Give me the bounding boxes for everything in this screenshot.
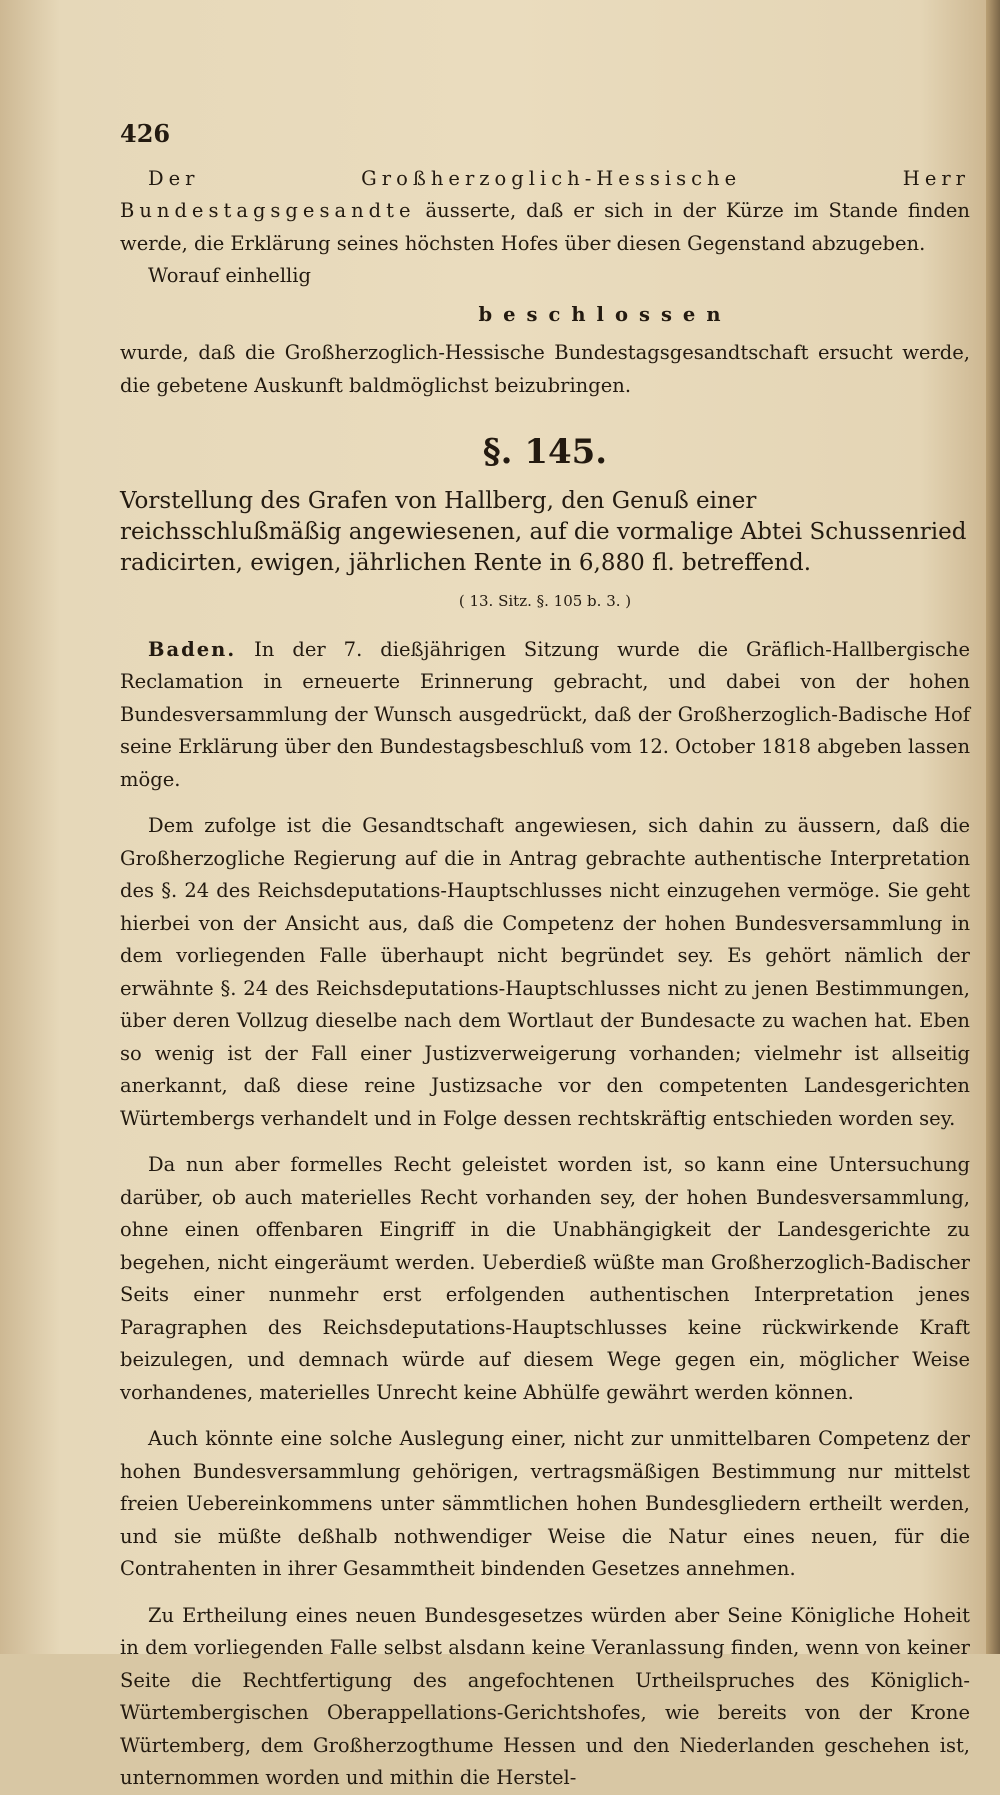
body-paragraph-5: Zu Ertheilung eines neuen Bundesgesetzes würden aber Seine Königliche Hoheit in dem vorliegenden Falle selbst alsdann keine Veranlassung finden, wenn von keiner Seite die Rechtfertigung des angefochtenen Urtheilspruches des Königlich-Würtembergischen Oberappellations-Gerichtshofes, wie bereits von der Krone Würtemberg, dem Großherzogthume Hessen und den Niederlanden geschehen ist, unternommen worden und mithin die Herstel- [120, 1603, 970, 1789]
page-edge [986, 0, 1000, 1654]
body-paragraph-1-text: In der 7. dießjährigen Sitzung wurde die Gräflich-Hallbergische Reclamation in erneuerte Erinnerung gebracht, und dabei von der hohen Bundesversammlung der Wunsch ausgedrückt, daß der Großherzoglich-Badische Hof seine Erklärung über den Bundestagsbeschluß vom 12. October 1818 abgeben lassen möge. [120, 637, 970, 791]
body-paragraph-3: Da nun aber formelles Recht geleistet worden ist, so kann eine Untersuchung darüber, ob auch materielles Recht vorhanden sey, der hohen Bundesversammlung, ohne einen offenbaren Eingriff in die Unabhängigkeit der Landesgerichte zu begehen, nicht eingeräumt werden. Ueberdieß wüßte man Großherzoglich-Badischer Seits einer nunmehr erst erfolgenden authentischen Interpretation jenes Paragraphen des Reichsdeputations-Hauptschlusses keine rückwirkende Kraft beizulegen, und demnach würde auf diesem Wege gegen ein, möglicher Weise vorhandenes, materielles Unrecht keine Abhülfe gewährt werden können. [120, 1153, 970, 1404]
state-name: Baden. [148, 637, 237, 661]
section-reference: ( 13. Sitz. §. 105 b. 3. ) [458, 592, 632, 610]
page-content [120, 118, 970, 1795]
section-title: Vorstellung des Grafen von Hallberg, den Genuß einer reichsschlußmäßig angewiesenen, auf die vormalige Abtei Schussenried radicirten, ewigen, jährlichen Rente in 6,880 fl. betreffend. [120, 488, 967, 576]
beschlossen-heading: beschlossen [478, 302, 732, 326]
body-paragraph-2: Dem zufolge ist die Gesandtschaft angewiesen, sich dahin zu äussern, daß die Großherzogliche Regierung auf die in Antrag gebrachte authentische Interpretation des §. 24 des Reichsdeputations-Hauptschlusses nicht einzugehen vermöge. Sie geht hierbei von der Ansicht aus, daß die Competenz der hohen Bundesversammlung in dem vorliegenden Falle überhaupt nicht begründet sey. Es gehört nämlich der erwähnte §. 24 des Reichsdeputations-Hauptschlusses nicht zu jenen Bestimmungen, über deren Vollzug dieselbe nach dem Wortlaut der Bundesacte zu wachen hat. Eben so wenig ist der Fall einer Justizverweigerung vorhanden; vielmehr ist allseitig anerkannt, daß diese reine Justizsache vor den competenten Landesgerichten Würtembergs verhandelt und in Folge dessen rechtskräftig entschieden worden sey. [120, 814, 970, 1130]
intro-paragraph-2: Worauf einhellig [148, 264, 312, 287]
speaker: Der Großherzoglich-Hessische Herr Bundestagsgesandte [120, 166, 970, 222]
intro-paragraph-1-text: äusserte, daß er sich in der Kürze im Stande finden werde, die Erklärung seines höchsten Hofes über diesen Gegenstand abzugeben. [120, 199, 970, 255]
body-paragraph-1 [120, 634, 970, 797]
intro-paragraph-1 [120, 163, 970, 261]
body-paragraph-4: Auch könnte eine solche Auslegung einer, nicht zur unmittelbaren Competenz der hohen Bundesversammlung gehörigen, vertragsmäßigen Bestimmung nur mittelst freien Uebereinkommens unter sämmtlichen hohen Bundesgliedern ertheilt werden, und sie müßte deßhalb nothwendiger Weise die Natur eines neuen, für die Contrahenten in ihrer Gesammtheit bindenden Gesetzes annehmen. [120, 1427, 970, 1580]
page-number: 426 [120, 119, 171, 148]
section-number: §. 145. [482, 432, 608, 472]
intro-paragraph-3: wurde, daß die Großherzoglich-Hessische Bundestagsgesandtschaft ersucht werde, die gebetene Auskunft baldmöglichst beizubringen. [120, 341, 970, 397]
